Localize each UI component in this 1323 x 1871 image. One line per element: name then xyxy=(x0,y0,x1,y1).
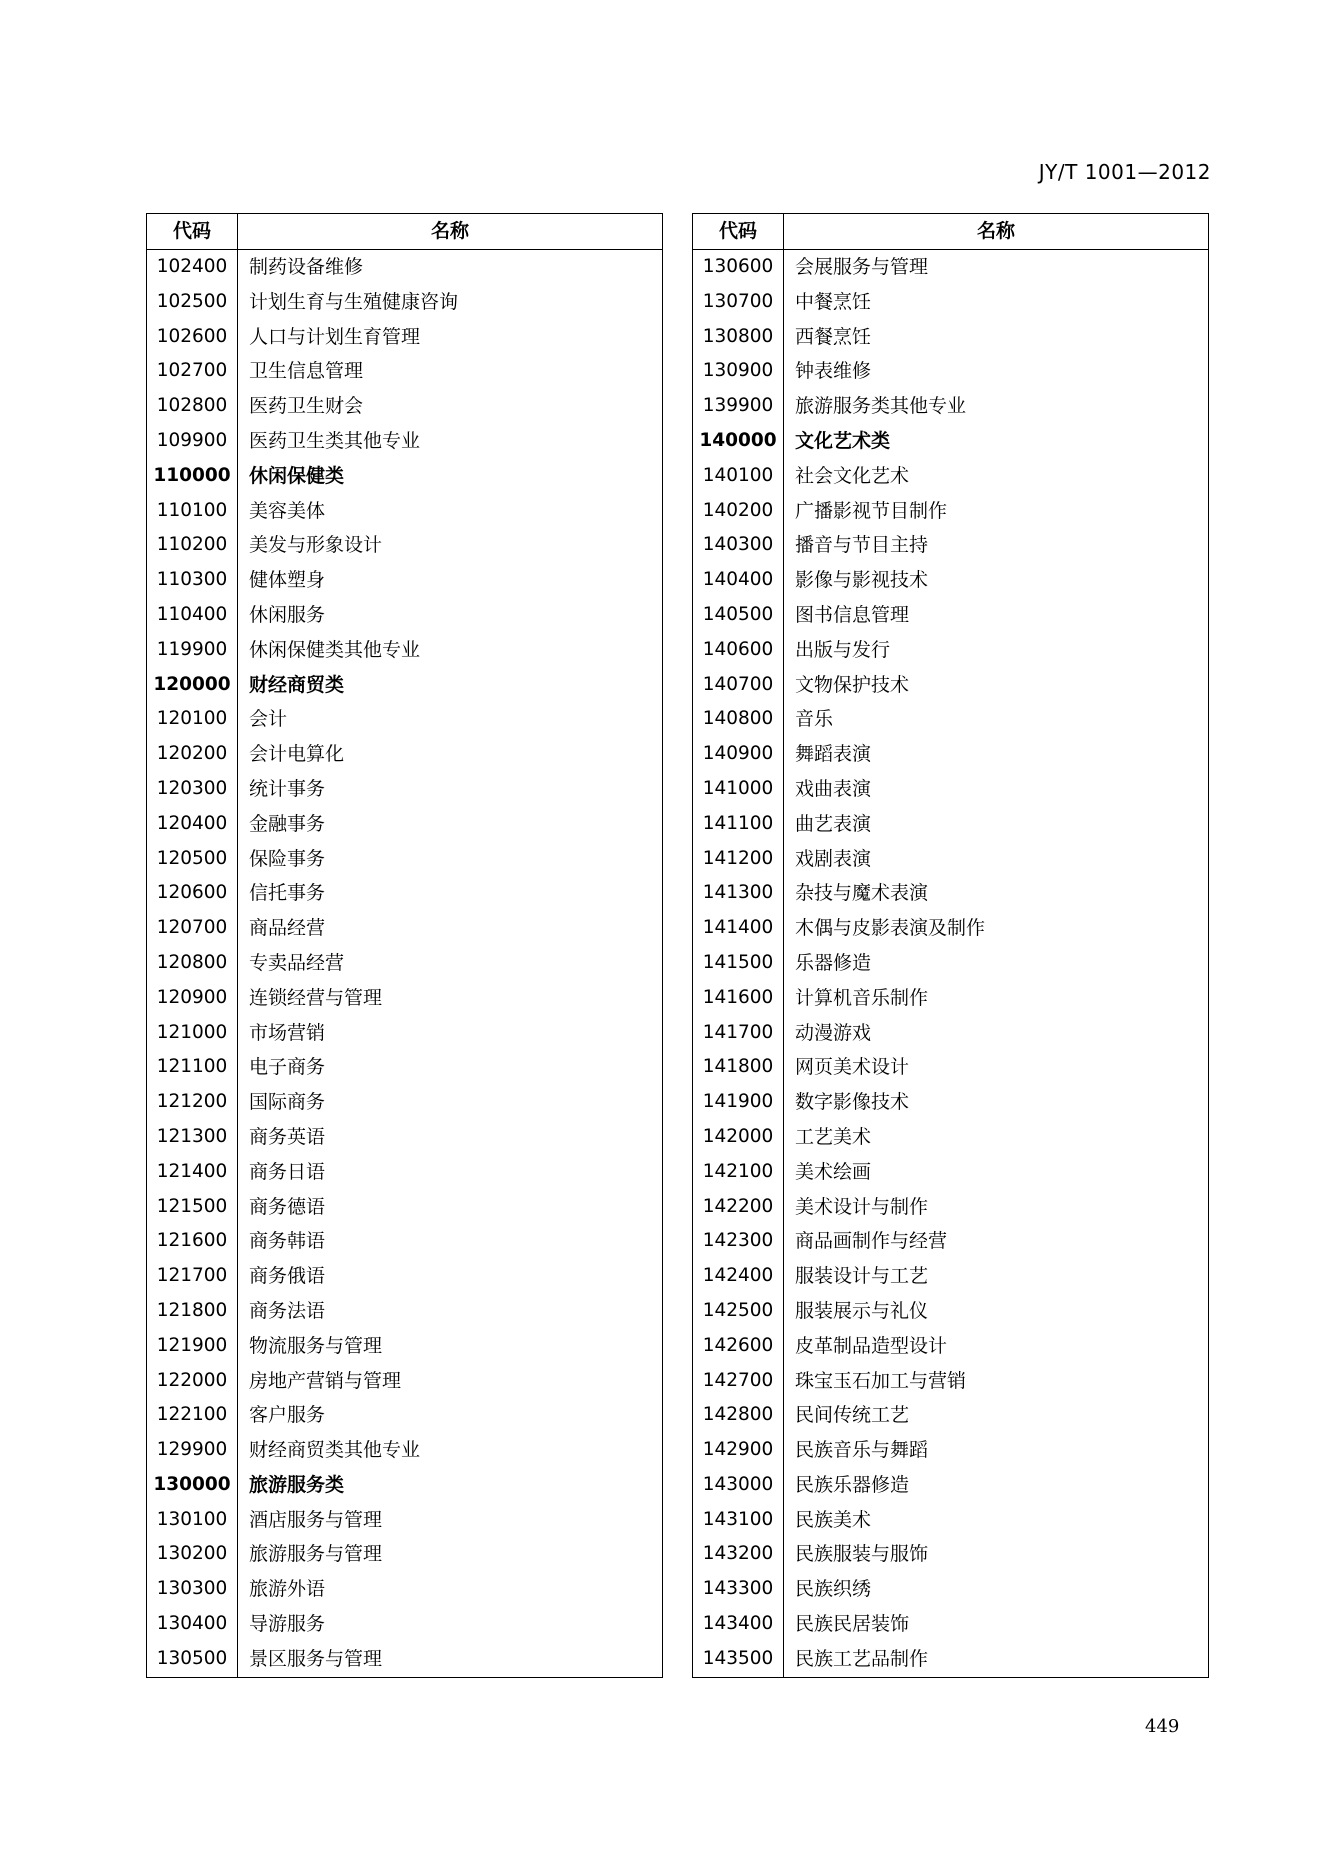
row-name: 旅游服务与管理 xyxy=(238,1537,663,1572)
row-name: 网页美术设计 xyxy=(784,1050,1209,1085)
row-name: 物流服务与管理 xyxy=(238,1329,663,1364)
row-name: 中餐烹饪 xyxy=(784,285,1209,320)
row-name: 计划生育与生殖健康咨询 xyxy=(238,285,663,320)
row-name: 民族乐器修造 xyxy=(784,1468,1209,1503)
row-name: 服装展示与礼仪 xyxy=(784,1294,1209,1329)
row-code: 120700 xyxy=(147,911,238,946)
row-name: 杂技与魔术表演 xyxy=(784,876,1209,911)
table-row xyxy=(693,1503,1209,1538)
row-code: 143200 xyxy=(693,1537,784,1572)
standard-code: JY/T 1001—2012 xyxy=(1038,160,1211,184)
row-name: 皮革制品造型设计 xyxy=(784,1329,1209,1364)
row-code: 130500 xyxy=(147,1642,238,1677)
row-code: 143500 xyxy=(693,1642,784,1677)
row-name: 人口与计划生育管理 xyxy=(238,320,663,355)
table-row xyxy=(147,1224,663,1259)
row-name: 影像与影视技术 xyxy=(784,563,1209,598)
row-code: 142900 xyxy=(693,1433,784,1468)
row-code: 141300 xyxy=(693,876,784,911)
table-row xyxy=(693,1155,1209,1190)
row-name: 木偶与皮影表演及制作 xyxy=(784,911,1209,946)
table-row xyxy=(693,633,1209,668)
table-row xyxy=(693,1329,1209,1364)
row-code: 120600 xyxy=(147,876,238,911)
table-row xyxy=(693,1607,1209,1642)
row-code: 121300 xyxy=(147,1120,238,1155)
row-code: 142000 xyxy=(693,1120,784,1155)
row-name: 计算机音乐制作 xyxy=(784,981,1209,1016)
row-name: 商务法语 xyxy=(238,1294,663,1329)
row-name: 民间传统工艺 xyxy=(784,1398,1209,1433)
row-code: 140400 xyxy=(693,563,784,598)
table-row xyxy=(693,981,1209,1016)
table-row xyxy=(693,1398,1209,1433)
row-name: 专卖品经营 xyxy=(238,946,663,981)
row-name: 客户服务 xyxy=(238,1398,663,1433)
table-row xyxy=(693,911,1209,946)
table-row xyxy=(147,1190,663,1225)
table-row xyxy=(693,1190,1209,1225)
table-row xyxy=(693,702,1209,737)
table-row xyxy=(693,668,1209,703)
row-name: 乐器修造 xyxy=(784,946,1209,981)
row-code: 120100 xyxy=(147,702,238,737)
row-code: 102800 xyxy=(147,389,238,424)
row-code: 140300 xyxy=(693,528,784,563)
row-code: 142600 xyxy=(693,1329,784,1364)
row-name: 旅游服务类 xyxy=(238,1468,663,1503)
table-row xyxy=(147,1364,663,1399)
row-name: 保险事务 xyxy=(238,842,663,877)
row-code: 142200 xyxy=(693,1190,784,1225)
row-code: 120900 xyxy=(147,981,238,1016)
row-code: 102400 xyxy=(147,250,238,285)
left-table-body xyxy=(147,250,663,1678)
row-code: 110100 xyxy=(147,494,238,529)
table-row xyxy=(147,702,663,737)
row-name: 图书信息管理 xyxy=(784,598,1209,633)
row-name: 会计电算化 xyxy=(238,737,663,772)
row-name: 美发与形象设计 xyxy=(238,528,663,563)
row-code: 121200 xyxy=(147,1085,238,1120)
row-name: 文物保护技术 xyxy=(784,668,1209,703)
row-name: 民族美术 xyxy=(784,1503,1209,1538)
row-code: 140800 xyxy=(693,702,784,737)
row-name: 休闲保健类其他专业 xyxy=(238,633,663,668)
row-name: 民族织绣 xyxy=(784,1572,1209,1607)
table-row xyxy=(693,876,1209,911)
row-code: 120200 xyxy=(147,737,238,772)
row-name: 社会文化艺术 xyxy=(784,459,1209,494)
table-row xyxy=(693,1016,1209,1051)
row-code: 121700 xyxy=(147,1259,238,1294)
left-table xyxy=(146,213,663,1678)
table-row xyxy=(693,807,1209,842)
table-row xyxy=(147,876,663,911)
row-code: 121400 xyxy=(147,1155,238,1190)
row-code: 122000 xyxy=(147,1364,238,1399)
table-row xyxy=(147,424,663,459)
table-row xyxy=(693,320,1209,355)
row-code: 109900 xyxy=(147,424,238,459)
table-row xyxy=(693,737,1209,772)
table-row xyxy=(693,389,1209,424)
table-row xyxy=(147,354,663,389)
table-row xyxy=(693,563,1209,598)
table-row xyxy=(147,494,663,529)
row-code: 141700 xyxy=(693,1016,784,1051)
row-name: 卫生信息管理 xyxy=(238,354,663,389)
row-name: 数字影像技术 xyxy=(784,1085,1209,1120)
table-row xyxy=(147,1537,663,1572)
row-code: 102700 xyxy=(147,354,238,389)
row-code: 120400 xyxy=(147,807,238,842)
table-row xyxy=(147,772,663,807)
row-code: 141600 xyxy=(693,981,784,1016)
row-code: 121600 xyxy=(147,1224,238,1259)
table-row xyxy=(693,1050,1209,1085)
table-row xyxy=(147,598,663,633)
row-name: 曲艺表演 xyxy=(784,807,1209,842)
row-code: 140100 xyxy=(693,459,784,494)
table-row xyxy=(147,1016,663,1051)
table-row xyxy=(693,1364,1209,1399)
row-name: 导游服务 xyxy=(238,1607,663,1642)
row-code: 130300 xyxy=(147,1572,238,1607)
row-name: 西餐烹饪 xyxy=(784,320,1209,355)
table-row xyxy=(693,285,1209,320)
row-name: 民族音乐与舞蹈 xyxy=(784,1433,1209,1468)
row-name: 美容美体 xyxy=(238,494,663,529)
row-name: 财经商贸类其他专业 xyxy=(238,1433,663,1468)
table-row xyxy=(147,1155,663,1190)
table-row xyxy=(147,1120,663,1155)
row-name: 美术设计与制作 xyxy=(784,1190,1209,1225)
table-row xyxy=(693,946,1209,981)
table-row xyxy=(693,459,1209,494)
table-row xyxy=(693,1120,1209,1155)
table-row xyxy=(693,842,1209,877)
row-code: 139900 xyxy=(693,389,784,424)
row-name: 金融事务 xyxy=(238,807,663,842)
table-row xyxy=(147,946,663,981)
table-row xyxy=(147,250,663,285)
row-name: 休闲保健类 xyxy=(238,459,663,494)
table-row xyxy=(147,528,663,563)
table-row xyxy=(147,911,663,946)
row-code: 140200 xyxy=(693,494,784,529)
row-code: 102600 xyxy=(147,320,238,355)
page-number: 449 xyxy=(1145,1716,1180,1737)
table-row xyxy=(693,598,1209,633)
table-row xyxy=(693,528,1209,563)
row-code: 130800 xyxy=(693,320,784,355)
table-row xyxy=(147,1607,663,1642)
row-code: 130900 xyxy=(693,354,784,389)
table-row xyxy=(147,1398,663,1433)
row-code: 143300 xyxy=(693,1572,784,1607)
row-name: 戏曲表演 xyxy=(784,772,1209,807)
table-row xyxy=(147,1642,663,1677)
row-code: 130600 xyxy=(693,250,784,285)
row-name: 服装设计与工艺 xyxy=(784,1259,1209,1294)
row-code: 121800 xyxy=(147,1294,238,1329)
table-row xyxy=(147,668,663,703)
row-name: 休闲服务 xyxy=(238,598,663,633)
row-name: 旅游服务类其他专业 xyxy=(784,389,1209,424)
row-name: 财经商贸类 xyxy=(238,668,663,703)
row-name: 播音与节目主持 xyxy=(784,528,1209,563)
table-row xyxy=(147,1294,663,1329)
row-code: 140600 xyxy=(693,633,784,668)
row-code: 120300 xyxy=(147,772,238,807)
row-name: 工艺美术 xyxy=(784,1120,1209,1155)
row-name: 市场营销 xyxy=(238,1016,663,1051)
code-column-header: 代码 xyxy=(147,214,238,250)
row-name: 商务俄语 xyxy=(238,1259,663,1294)
row-code: 121000 xyxy=(147,1016,238,1051)
table-row xyxy=(147,389,663,424)
row-code: 110300 xyxy=(147,563,238,598)
row-name: 商务日语 xyxy=(238,1155,663,1190)
table-row xyxy=(693,250,1209,285)
row-name: 商务韩语 xyxy=(238,1224,663,1259)
row-code: 119900 xyxy=(147,633,238,668)
table-header-row xyxy=(693,214,1209,250)
row-name: 旅游外语 xyxy=(238,1572,663,1607)
table-row xyxy=(147,633,663,668)
row-name: 商品画制作与经营 xyxy=(784,1224,1209,1259)
row-code: 141900 xyxy=(693,1085,784,1120)
name-column-header: 名称 xyxy=(784,214,1209,250)
table-row xyxy=(693,772,1209,807)
right-table xyxy=(692,213,1209,1678)
row-name: 民族服装与服饰 xyxy=(784,1537,1209,1572)
row-name: 医药卫生财会 xyxy=(238,389,663,424)
row-name: 民族民居装饰 xyxy=(784,1607,1209,1642)
name-column-header: 名称 xyxy=(238,214,663,250)
row-name: 会展服务与管理 xyxy=(784,250,1209,285)
row-code: 141000 xyxy=(693,772,784,807)
row-code: 121100 xyxy=(147,1050,238,1085)
row-name: 电子商务 xyxy=(238,1050,663,1085)
row-code: 120800 xyxy=(147,946,238,981)
row-name: 舞蹈表演 xyxy=(784,737,1209,772)
row-name: 商务英语 xyxy=(238,1120,663,1155)
row-name: 房地产营销与管理 xyxy=(238,1364,663,1399)
row-name: 广播影视节目制作 xyxy=(784,494,1209,529)
row-code: 130400 xyxy=(147,1607,238,1642)
table-row xyxy=(147,1572,663,1607)
row-code: 141200 xyxy=(693,842,784,877)
table-row xyxy=(693,354,1209,389)
table-row xyxy=(693,1642,1209,1677)
row-name: 酒店服务与管理 xyxy=(238,1503,663,1538)
table-row xyxy=(693,1294,1209,1329)
table-header-row xyxy=(147,214,663,250)
table-row xyxy=(147,1433,663,1468)
row-code: 102500 xyxy=(147,285,238,320)
row-code: 140900 xyxy=(693,737,784,772)
table-row xyxy=(147,1050,663,1085)
row-code: 142100 xyxy=(693,1155,784,1190)
row-code: 130700 xyxy=(693,285,784,320)
row-code: 121900 xyxy=(147,1329,238,1364)
row-code: 121500 xyxy=(147,1190,238,1225)
row-code: 142800 xyxy=(693,1398,784,1433)
table-row xyxy=(147,1503,663,1538)
row-code: 130200 xyxy=(147,1537,238,1572)
row-name: 音乐 xyxy=(784,702,1209,737)
row-code: 110200 xyxy=(147,528,238,563)
code-column-header: 代码 xyxy=(693,214,784,250)
row-name: 珠宝玉石加工与营销 xyxy=(784,1364,1209,1399)
row-code: 143400 xyxy=(693,1607,784,1642)
row-code: 141100 xyxy=(693,807,784,842)
row-code: 142700 xyxy=(693,1364,784,1399)
row-name: 民族工艺品制作 xyxy=(784,1642,1209,1677)
row-code: 143000 xyxy=(693,1468,784,1503)
row-code: 141500 xyxy=(693,946,784,981)
table-row xyxy=(693,1259,1209,1294)
row-code: 140500 xyxy=(693,598,784,633)
row-name: 美术绘画 xyxy=(784,1155,1209,1190)
row-name: 商务德语 xyxy=(238,1190,663,1225)
row-name: 制药设备维修 xyxy=(238,250,663,285)
row-code: 140000 xyxy=(693,424,784,459)
table-row xyxy=(147,320,663,355)
table-row xyxy=(147,1085,663,1120)
row-code: 110400 xyxy=(147,598,238,633)
row-name: 戏剧表演 xyxy=(784,842,1209,877)
table-row xyxy=(693,1468,1209,1503)
row-code: 110000 xyxy=(147,459,238,494)
table-row xyxy=(147,1259,663,1294)
table-row xyxy=(147,285,663,320)
table-row xyxy=(147,563,663,598)
row-code: 141400 xyxy=(693,911,784,946)
row-code: 142400 xyxy=(693,1259,784,1294)
row-code: 142300 xyxy=(693,1224,784,1259)
row-code: 143100 xyxy=(693,1503,784,1538)
table-row xyxy=(147,842,663,877)
row-name: 动漫游戏 xyxy=(784,1016,1209,1051)
table-row xyxy=(147,807,663,842)
row-code: 122100 xyxy=(147,1398,238,1433)
row-code: 140700 xyxy=(693,668,784,703)
row-name: 景区服务与管理 xyxy=(238,1642,663,1677)
table-row xyxy=(693,1085,1209,1120)
row-name: 统计事务 xyxy=(238,772,663,807)
row-name: 钟表维修 xyxy=(784,354,1209,389)
row-code: 142500 xyxy=(693,1294,784,1329)
table-row xyxy=(693,1572,1209,1607)
table-row xyxy=(693,1224,1209,1259)
table-row xyxy=(693,1537,1209,1572)
table-row xyxy=(147,981,663,1016)
right-table-body xyxy=(693,250,1209,1678)
row-name: 商品经营 xyxy=(238,911,663,946)
row-code: 120500 xyxy=(147,842,238,877)
row-name: 出版与发行 xyxy=(784,633,1209,668)
row-name: 健体塑身 xyxy=(238,563,663,598)
row-code: 120000 xyxy=(147,668,238,703)
table-row xyxy=(147,737,663,772)
row-name: 医药卫生类其他专业 xyxy=(238,424,663,459)
row-name: 连锁经营与管理 xyxy=(238,981,663,1016)
table-row xyxy=(147,1468,663,1503)
row-name: 会计 xyxy=(238,702,663,737)
table-row xyxy=(693,1433,1209,1468)
row-name: 信托事务 xyxy=(238,876,663,911)
table-row xyxy=(147,459,663,494)
row-code: 130100 xyxy=(147,1503,238,1538)
row-name: 国际商务 xyxy=(238,1085,663,1120)
row-code: 129900 xyxy=(147,1433,238,1468)
row-name: 文化艺术类 xyxy=(784,424,1209,459)
table-row xyxy=(147,1329,663,1364)
row-code: 141800 xyxy=(693,1050,784,1085)
row-code: 130000 xyxy=(147,1468,238,1503)
table-row xyxy=(693,424,1209,459)
table-row xyxy=(693,494,1209,529)
